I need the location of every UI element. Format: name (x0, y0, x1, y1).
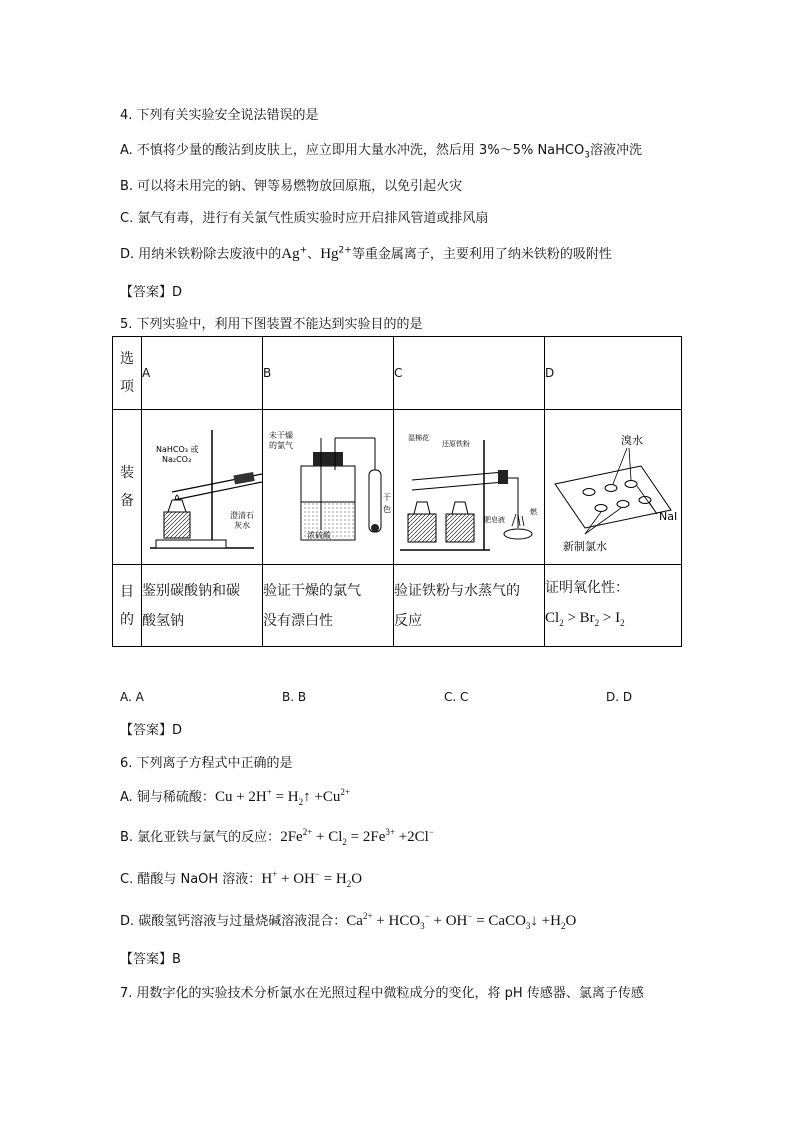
q4-d-ag: Ag (281, 246, 300, 262)
q5-col-d: D (545, 337, 682, 410)
apparatus-b-label-1: 未干燥 (269, 431, 293, 440)
q5-row-option (113, 337, 682, 410)
q5-row-apparatus-char1: 装 (120, 465, 134, 481)
q5-answer: 【答案】D (120, 723, 183, 738)
apparatus-c-illustration (394, 410, 544, 560)
q6-stem: 6. 下列离子方程式中正确的是 (120, 756, 293, 771)
q6-c-pre: C. 醋酸与 NaOH 溶液： (120, 872, 262, 887)
q4-option-d (120, 243, 612, 263)
eq-part: ↓ +H (530, 913, 561, 929)
formula-part: > Br (563, 610, 595, 626)
apparatus-b-label-3: 浓硫酸 (307, 531, 331, 540)
q4-d-pre: D. 用纳米铁粉除去废液中的 (120, 247, 282, 262)
eq-sub: 2 (560, 921, 566, 931)
eq-part: + OH (429, 913, 468, 929)
eq-sup: 2+ (362, 911, 373, 921)
q5-row-apparatus-header (113, 410, 142, 565)
eq-sup: − (314, 869, 320, 879)
formula-part: Cl (545, 610, 560, 626)
eq-sup: − (424, 911, 430, 921)
q6-option-d (120, 910, 576, 931)
q4-d-ag-sup: + (299, 245, 308, 256)
eq-part: + OH (277, 871, 315, 887)
q6-option-a (120, 786, 350, 807)
q4-option-a (120, 139, 642, 161)
q5-option-a: A. A (120, 690, 144, 704)
q5-option-d: D. D (606, 690, 633, 704)
q5-stem: 5. 下列实验中，利用下图装置不能达到实验目的的是 (120, 317, 423, 332)
q6-option-c (120, 868, 362, 889)
eq-part: +2Cl (394, 829, 429, 845)
apparatus-d-illustration (545, 410, 681, 560)
eq-sub: 3 (420, 921, 425, 931)
q6-c-equation (261, 871, 362, 887)
q5-purpose-d (545, 565, 682, 647)
apparatus-b-cell (263, 410, 394, 565)
q5-col-a: A (142, 337, 263, 410)
apparatus-b-illustration (263, 410, 393, 560)
q4-a-text: A. 不慎将少量的酸沾到皮肤上，应立即用大量水冲洗，然后用 3%～5% NaHCO (120, 143, 585, 158)
apparatus-b-label-4: 干 (383, 493, 391, 502)
q5-option-b: B. B (282, 690, 307, 704)
q6-a-pre: A. 铜与稀硫酸： (120, 790, 215, 805)
apparatus-c-cell (394, 410, 545, 565)
apparatus-c-label-4: 燃 (530, 508, 537, 516)
q4-a-sub: 3 (584, 150, 590, 161)
eq-sup: + (272, 869, 278, 879)
apparatus-b-label-2: 的氯气 (269, 441, 293, 450)
apparatus-d-label-1: 溴水 (621, 434, 643, 447)
q6-option-b (120, 826, 434, 847)
eq-sub: 2 (298, 797, 304, 807)
q5-row-purpose-char2: 的 (120, 611, 134, 628)
q4-d-post: 等重金属离子，主要利用了纳米铁粉的吸附性 (351, 247, 612, 262)
q6-a-equation (215, 789, 350, 805)
formula-sub: 2 (594, 618, 600, 628)
q6-d-pre: D. 碳酸氢钙溶液与过量烧碱溶液混合： (120, 914, 347, 929)
q5-row-option-header (113, 337, 142, 410)
q4-d-sep: 、 (307, 247, 321, 262)
q4-d-hg-sup: 2+ (338, 245, 352, 256)
q6-d-equation (346, 913, 576, 929)
apparatus-a-cell (142, 410, 263, 565)
eq-part: O (351, 871, 363, 887)
q5-purpose-c (394, 565, 545, 647)
q4-stem: 4. 下列有关实验安全说法错误的是 (120, 108, 319, 123)
apparatus-a-label-4: 灰水 (234, 521, 250, 530)
q5-purpose-a (142, 565, 263, 647)
q4-a-post: 溶液冲洗 (589, 143, 642, 158)
eq-part: + HCO (372, 913, 421, 929)
q5-purpose-b-line1: 验证干燥的氯气 (263, 582, 361, 599)
q5-row-purpose-char1: 目 (120, 583, 134, 600)
q6-answer: 【答案】B (120, 952, 181, 967)
q5-purpose-b-line2: 没有漂白性 (263, 612, 333, 629)
q5-row-apparatus-char2: 备 (120, 493, 134, 509)
q4-option-c: C. 氯气有毒，进行有关氯气性质实验时应开启排风管道或排风扇 (120, 211, 489, 226)
eq-sup: 2+ (340, 787, 350, 797)
eq-part: = H (271, 789, 299, 805)
eq-sub: 2 (346, 879, 352, 889)
eq-part: 2Fe (280, 829, 303, 845)
eq-sup: − (467, 911, 473, 921)
eq-part: = CaCO (472, 913, 526, 929)
eq-part: + Cl (312, 829, 343, 845)
formula-part: > I (599, 610, 621, 626)
q5-col-c: C (394, 337, 545, 410)
apparatus-a-label-2: Na₂CO₃ (162, 455, 192, 464)
eq-sup: 2+ (302, 827, 313, 837)
eq-sup: − (428, 827, 434, 837)
q5-option-c: C. C (444, 690, 469, 704)
eq-part: = H (319, 871, 347, 887)
apparatus-c-label-3: 肥皂液 (484, 516, 505, 524)
eq-part: = 2Fe (346, 829, 386, 845)
q5-row-apparatus (113, 410, 682, 565)
q6-b-equation (280, 829, 434, 845)
apparatus-b-label-5: 色 (383, 505, 391, 514)
apparatus-a-illustration (142, 410, 262, 560)
q5-row-purpose-header (113, 565, 142, 647)
q5-table (112, 336, 682, 647)
q5-row-purpose (113, 565, 682, 647)
q6-b-pre: B. 氯化亚铁与氯气的反应： (120, 830, 281, 845)
eq-part: O (565, 913, 577, 929)
q5-purpose-c-line1: 验证铁粉与水蒸气的 (394, 582, 520, 599)
q4-option-b: B. 可以将未用完的钠、钾等易燃物放回原瓶，以免引起火灾 (120, 179, 463, 194)
apparatus-d-cell (545, 410, 682, 565)
q5-purpose-a-line2: 酸氢钠 (142, 612, 184, 629)
q5-col-b: B (263, 337, 394, 410)
eq-part: H (261, 871, 273, 887)
formula-sub: 2 (559, 618, 564, 628)
eq-sup: 3+ (385, 827, 395, 837)
q5-purpose-b (263, 565, 394, 647)
q5-purpose-d-line1: 证明氧化性： (545, 580, 629, 596)
q4-answer: 【答案】D (120, 285, 183, 300)
apparatus-d-label-2: NaI (659, 510, 678, 523)
eq-sup: + (266, 787, 272, 797)
apparatus-c-label-1: 湿棉花 (408, 434, 429, 442)
formula-sub: 2 (620, 618, 625, 628)
q4-d-hg: Hg (320, 246, 339, 262)
apparatus-a-label-1: NaHCO₃ 或 (156, 445, 199, 454)
apparatus-d-label-3: 新制氯水 (563, 540, 607, 553)
eq-sub: 2 (342, 837, 347, 847)
q5-purpose-a-line1: 鉴别碳酸钠和碳 (142, 582, 240, 599)
eq-part: Ca (346, 913, 363, 929)
apparatus-a-label-3: 澄清石 (230, 511, 254, 520)
q5-purpose-d-formula (545, 603, 681, 638)
eq-part: ↑ +Cu (303, 789, 341, 805)
q5-row-option-char2: 项 (120, 379, 134, 395)
q7-stem: 7. 用数字化的实验技术分析氯水在光照过程中微粒成分的变化，将 pH 传感器、氯离子传感 (120, 986, 644, 1001)
eq-part: Cu + 2H (214, 789, 267, 805)
apparatus-c-label-2: 还原铁粉 (442, 440, 470, 448)
q5-row-option-char1: 选 (120, 351, 134, 367)
eq-sub: 3 (525, 921, 531, 931)
q5-purpose-c-line2: 反应 (394, 612, 422, 629)
